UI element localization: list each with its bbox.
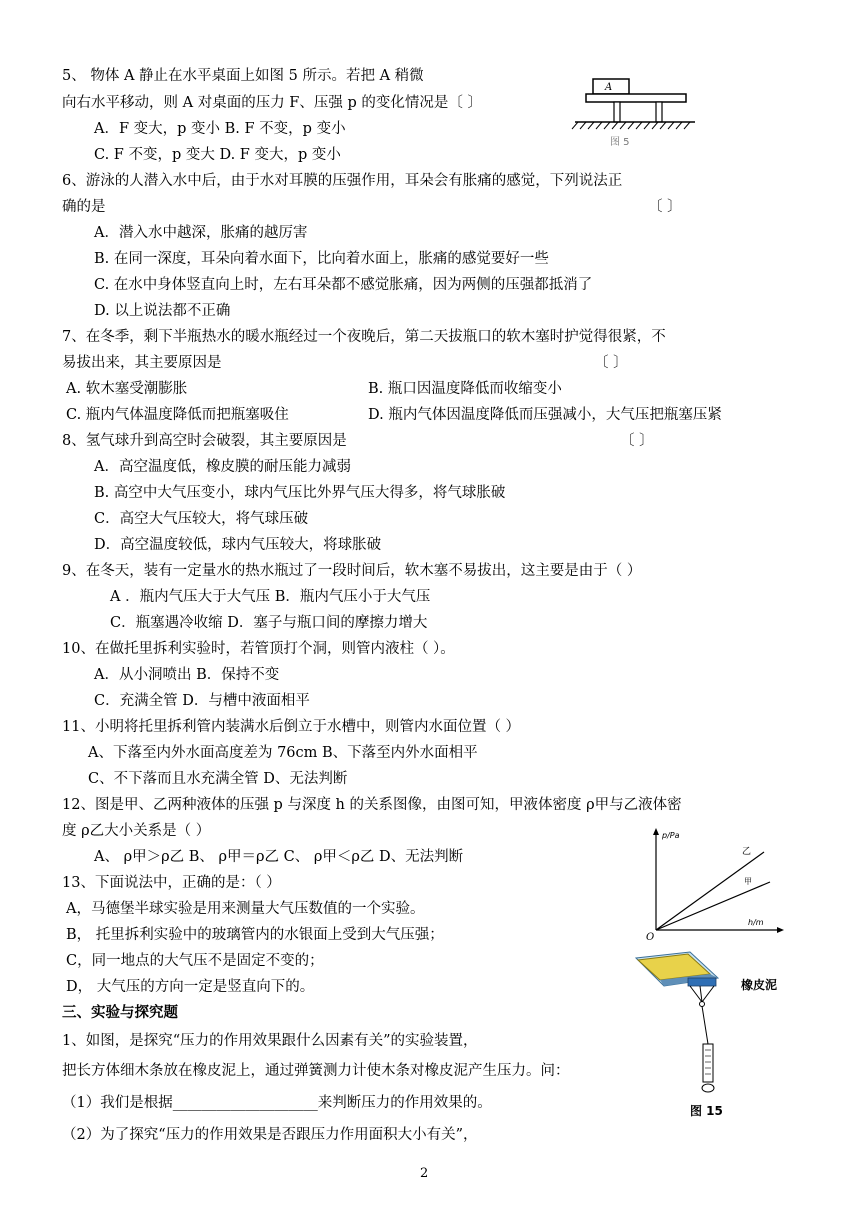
exp1-question2: （2）为了探究“压力的作用效果是否跟压力作用面积大小有关”，	[62, 1127, 478, 1143]
q10-line1: 10、在做托里拆利实验时，若管顶打个洞，则管内液柱（ ）。	[62, 641, 455, 657]
q12-options: A、 ρ甲＞ρ乙 B、 ρ甲＝ρ乙 C、 ρ甲＜ρ乙 D、无法判断	[94, 849, 464, 865]
q12-line1: 12、图是甲、乙两种液体的压强 p 与深度 h 的关系图像，由图可知，甲液体密度 ρ甲与乙液体密	[62, 797, 682, 813]
figure-15-apparatus	[630, 948, 730, 1098]
exp1-question1: （1）我们是根据____________________来判断压力的作用效果的。	[62, 1095, 492, 1111]
q8-line1: 8、氢气球升到高空时会破裂，其主要原因是	[62, 433, 347, 449]
q13-option-c: C，同一地点的大气压不是固定不变的；	[66, 953, 324, 969]
page-number: 2	[420, 1166, 429, 1181]
q7-option-d: D. 瓶内气体因温度降低而压强减小，大气压把瓶塞压紧	[368, 407, 722, 423]
exp1-line1: 1、如图，是探究“压力的作用效果跟什么因素有关”的实验装置，	[62, 1033, 478, 1049]
q8-answer-bracket: 〔 〕	[620, 433, 654, 449]
q6-option-c: C. 在水中身体竖直向上时，左右耳朵都不感觉胀痛，因为两侧的压强都抵消了	[94, 277, 593, 293]
q13-option-a: A，马德堡半球实验是用来测量大气压数值的一个实验。	[66, 901, 425, 917]
q11-options-cd: C、不下落而且水充满全管 D、无法判断	[88, 771, 348, 787]
q8-option-a: A．高空温度低，橡皮膜的耐压能力减弱	[94, 459, 351, 475]
q12-line2: 度 ρ乙大小关系是（ ）	[62, 823, 211, 839]
fig5-caption: 图 5	[610, 137, 630, 146]
graph-y-label: p/Pa	[662, 831, 680, 840]
q7-line2: 易拔出来，其主要原因是	[62, 355, 222, 371]
q6-option-b: B. 在同一深度，耳朵向着水面下，比向着水面上，胀痛的感觉要好一些	[94, 251, 549, 267]
q7-line1: 7、在冬季，剩下半瓶热水的暖水瓶经过一个夜晚后，第二天拔瓶口的软木塞时护觉得很紧，不	[62, 329, 666, 345]
q11-line1: 11、小明将托里拆利管内装满水后倒立于水槽中，则管内水面位置（ ）	[62, 719, 521, 735]
q9-options-ab: A ．瓶内气压大于大气压 B．瓶内气压小于大气压	[110, 589, 431, 605]
q9-line1: 9、在冬天，装有一定量水的热水瓶过了一段时间后，软木塞不易拔出，这主要是由于（ ）	[62, 563, 642, 579]
q6-line1: 6、游泳的人潜入水中后，由于水对耳膜的压强作用，耳朵会有胀痛的感觉，下列说法正	[62, 173, 623, 189]
fig5-block-label: A	[605, 82, 613, 93]
q7-option-c: C. 瓶内气体温度降低而把瓶塞吸住	[66, 407, 289, 423]
q10-options-cd: C．充满全管 D．与槽中液面相平	[94, 693, 310, 709]
section-title-experiment: 三、实验与探究题	[62, 1005, 178, 1021]
q13-option-b: B， 托里拆利实验中的玻璃管内的水银面上受到大气压强；	[66, 927, 444, 943]
graph-x-label: h/m	[748, 918, 764, 927]
q6-option-a: A．潜入水中越深，胀痛的越厉害	[94, 225, 308, 241]
q5-line1: 5、 物体 A 静止在水平桌面上如图 5 所示。若把 A 稍微	[62, 68, 424, 84]
graph-origin: O	[646, 932, 655, 943]
q6-line2: 确的是	[62, 199, 106, 215]
q5-options-cd: C. F 不变，p 变大 D. F 变大，p 变小	[94, 147, 341, 163]
q7-option-a: A. 软木塞受潮膨胀	[66, 381, 188, 397]
q7-answer-bracket: 〔 〕	[594, 355, 628, 371]
figure-pressure-depth-graph	[640, 824, 790, 944]
q7-option-b: B. 瓶口因温度降低而收缩变小	[368, 381, 562, 397]
q8-option-d: D．高空温度较低，球内气压较大，将球胀破	[94, 537, 382, 553]
q6-answer-bracket: 〔 〕	[648, 199, 682, 215]
fig15-caption: 图 15	[690, 1104, 723, 1118]
graph-label-yi: 乙	[742, 847, 752, 857]
graph-label-jia: 甲	[744, 877, 752, 886]
q5-options-ab: A．F 变大，p 变小 B. F 不变，p 变小	[94, 121, 346, 137]
exp1-line2: 把长方体细木条放在橡皮泥上，通过弹簧测力计使木条对橡皮泥产生压力。问：	[62, 1063, 570, 1079]
q5-line2: 向右水平移动，则 A 对桌面的压力 F、压强 p 的变化情况是〔 〕	[62, 95, 482, 111]
q9-options-cd: C．瓶塞遇冷收缩 D．塞子与瓶口间的摩擦力增大	[110, 615, 428, 631]
q8-option-c: C．高空大气压较大，将气球压破	[94, 511, 309, 527]
q13-option-d: D， 大气压的方向一定是竖直向下的。	[66, 979, 315, 995]
q6-option-d: D. 以上说法都不正确	[94, 303, 231, 319]
q13-line1: 13、下面说法中，正确的是：（ ）	[62, 875, 281, 891]
q8-option-b: B. 高空中大气压变小，球内气压比外界气压大得多，将气球胀破	[94, 485, 506, 501]
figure-5-block-on-table	[570, 74, 700, 146]
fig15-label-plasticine: 橡皮泥	[741, 978, 778, 992]
q11-options-ab: A、下落至内外水面高度差为 76cm B、下落至内外水面相平	[88, 745, 478, 761]
q10-options-ab: A．从小洞喷出 B．保持不变	[94, 667, 280, 683]
